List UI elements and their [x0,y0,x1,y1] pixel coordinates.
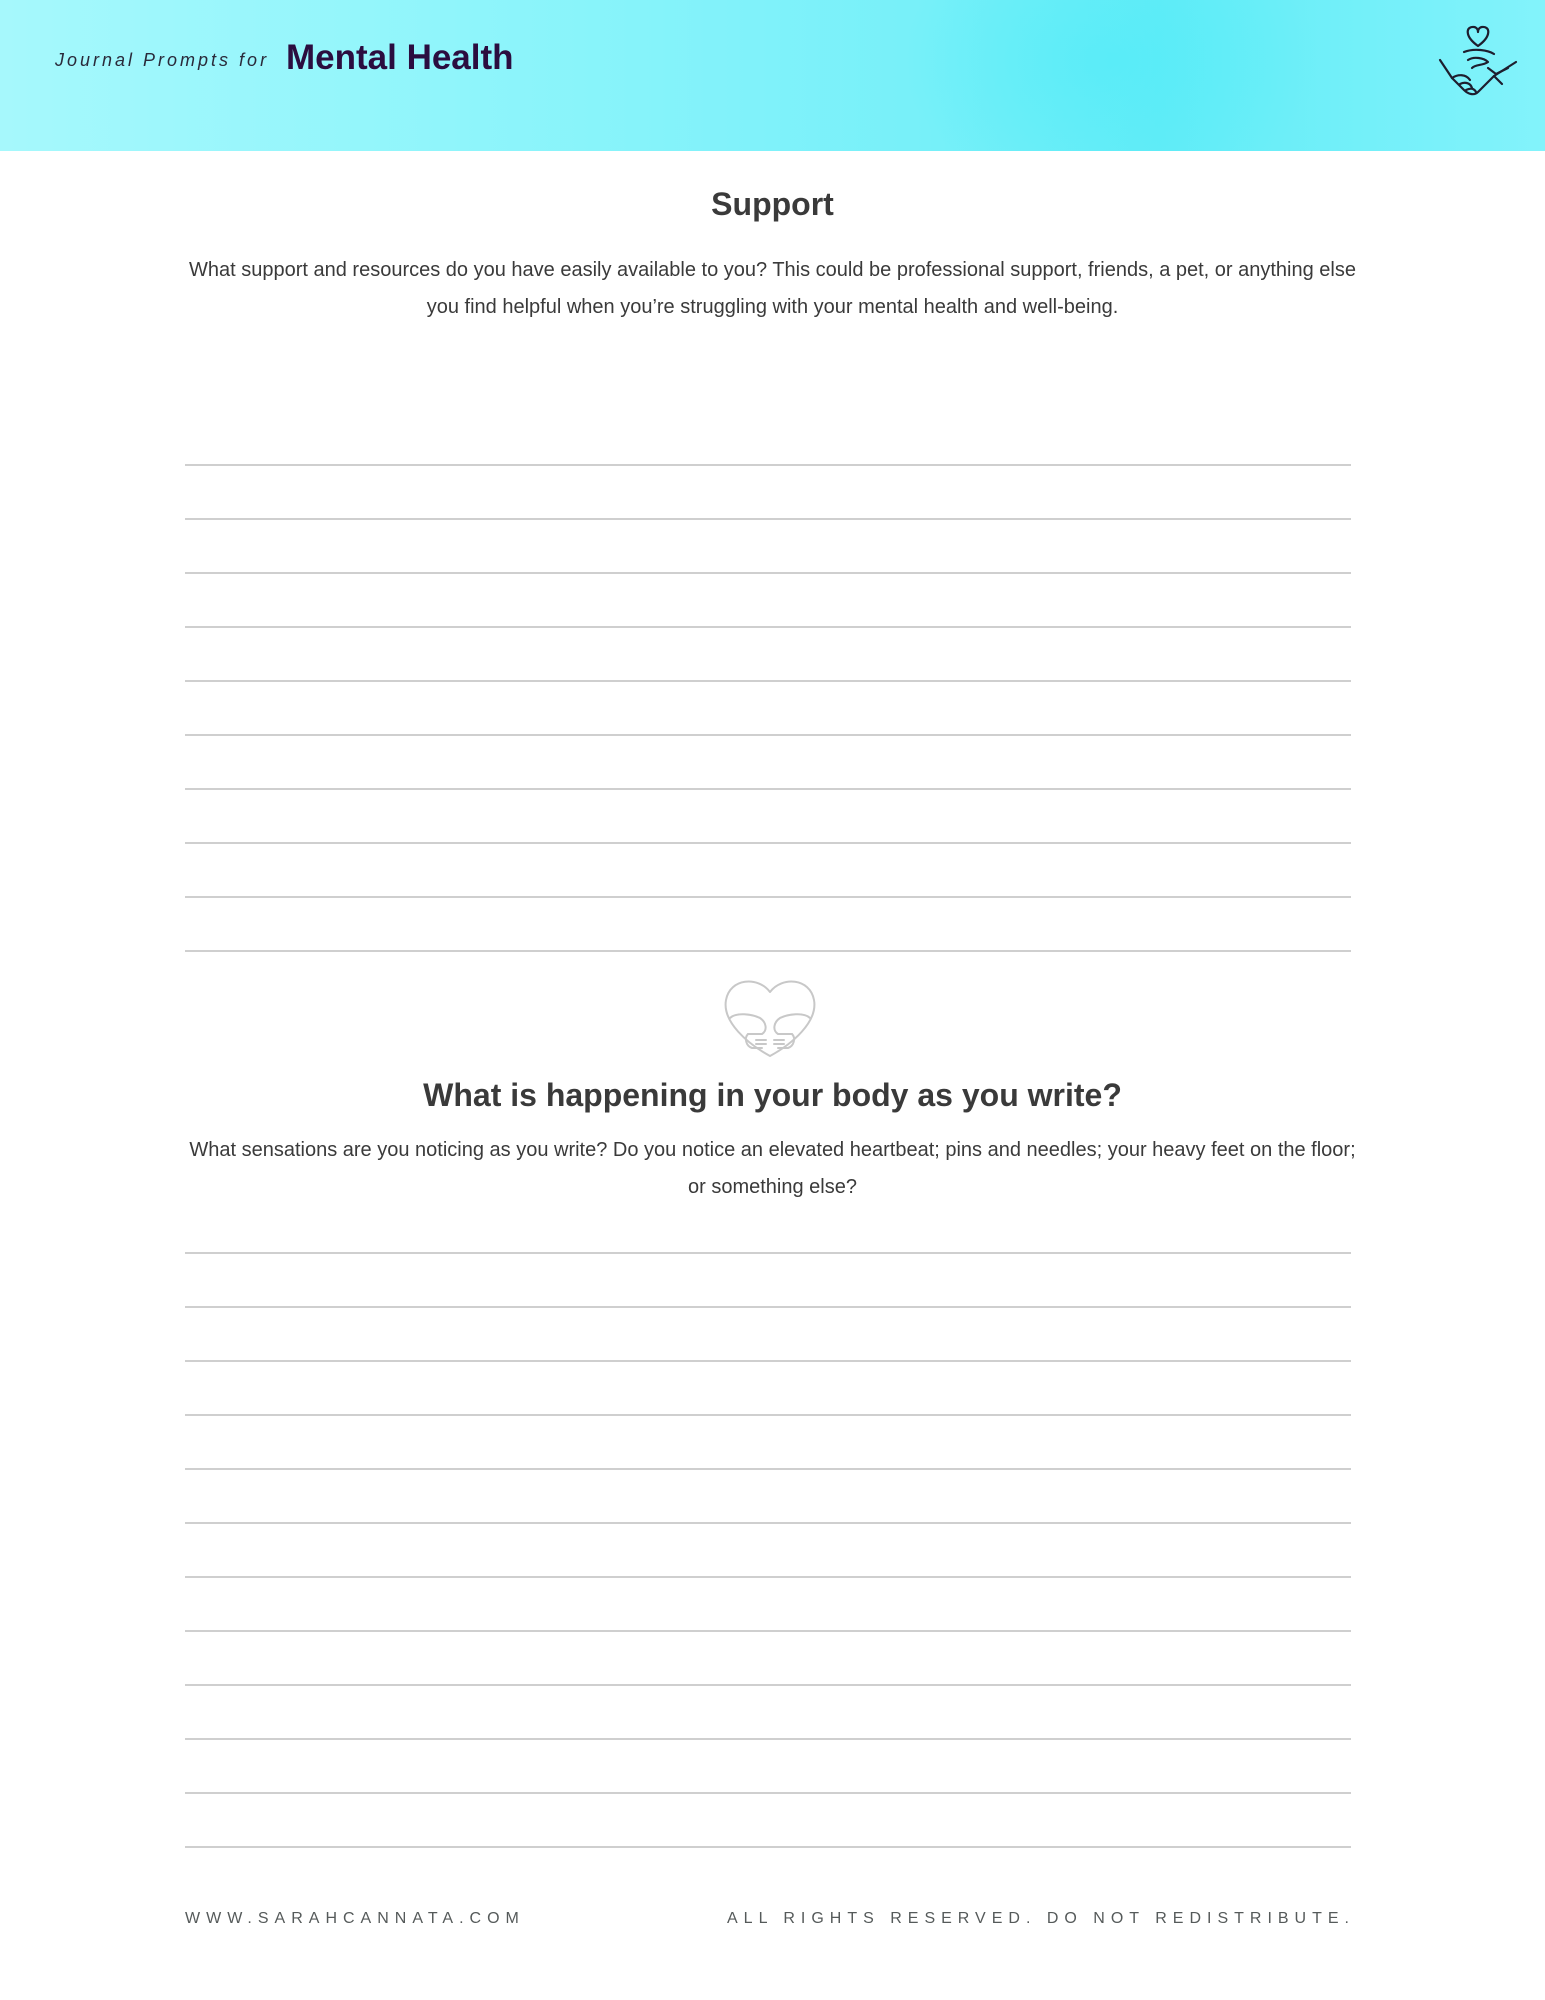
writing-line[interactable] [185,1360,1351,1414]
writing-line[interactable] [185,734,1351,788]
header-title: Mental Health [286,38,514,77]
section-prompt-support: What support and resources do you have easily available to you? This could be professional support, friends, a pet, or anything else you find helpful when you’re struggling with your mental health and well-being. [189,259,1356,318]
writing-line[interactable] [185,518,1351,572]
writing-line[interactable] [185,1414,1351,1468]
section-title-body: What is happening in your body as you write? [423,1077,1122,1113]
writing-line[interactable] [185,788,1351,842]
writing-lines-support [185,464,1351,952]
writing-line[interactable] [185,626,1351,680]
section-prompt-body: What sensations are you noticing as you write? Do you notice an elevated heartbeat; pins and needles; your heavy feet on the floor; or something else? [189,1139,1356,1198]
writing-line[interactable] [185,1792,1351,1846]
heart-handshake-icon [1436,24,1520,110]
writing-line[interactable] [185,1738,1351,1792]
writing-line[interactable] [185,572,1351,626]
writing-line[interactable] [185,1684,1351,1738]
header-pretitle: Journal Prompts for [55,50,270,70]
footer-rights: ALL RIGHTS RESERVED. DO NOT REDISTRIBUTE. [727,1910,1355,1927]
writing-line[interactable] [185,896,1351,950]
footer-website: WWW.SARAHCANNATA.COM [185,1910,525,1927]
writing-line[interactable] [185,464,1351,518]
writing-line[interactable] [185,1522,1351,1576]
writing-line[interactable] [185,680,1351,734]
writing-line[interactable] [185,1252,1351,1306]
writing-line[interactable] [185,1468,1351,1522]
heart-hug-icon [718,978,822,1060]
writing-line[interactable] [185,1630,1351,1684]
writing-line[interactable] [185,842,1351,896]
page-header [0,0,1545,151]
writing-line[interactable] [185,1846,1351,1848]
writing-line[interactable] [185,1306,1351,1360]
writing-line[interactable] [185,1576,1351,1630]
writing-lines-body [185,1252,1351,1848]
writing-line[interactable] [185,950,1351,952]
section-title-support: Support [711,186,834,222]
